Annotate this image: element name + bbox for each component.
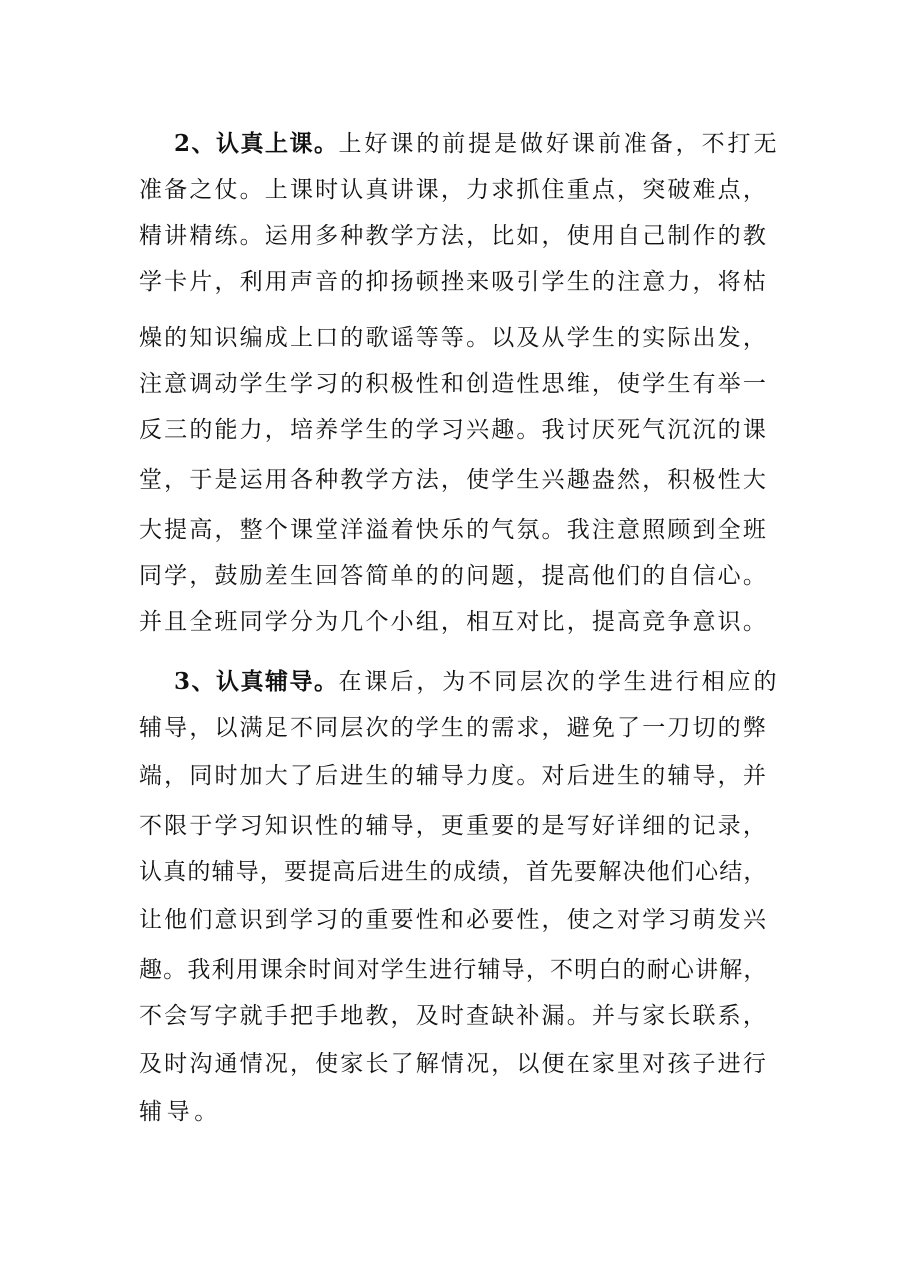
paragraph-line: 趣。我利用课余时间对学生进行辅导，不明白的耐心讲解， (139, 957, 768, 983)
paragraph-line (174, 662, 779, 702)
paragraph-line: 不会写字就手把手地教，及时查缺补漏。并与家长联系， (139, 1003, 768, 1029)
paragraph-line: 精讲精练。运用多种教学方法，比如，使用自己制作的教 (139, 223, 768, 249)
paragraph-line: 堂，于是运用各种教学方法，使学生兴趣盎然，积极性大 (139, 467, 768, 493)
paragraph-line: 辅导，以满足不同层次的学生的需求，避免了一刀切的弊 (139, 715, 768, 741)
line-text: 上好课的前提是做好课前准备，不打无 (338, 131, 780, 157)
paragraph-heading: 3、认真辅导。 (174, 668, 339, 695)
paragraph-line: 准备之仗。上课时认真讲课，力求抓住重点，突破难点， (139, 177, 768, 203)
paragraph-line: 辅导。 (139, 1099, 222, 1125)
paragraph-heading: 2、认真上课。 (174, 130, 339, 157)
paragraph-line: 并且全班同学分为几个小组，相互对比，提高竞争意识。 (139, 609, 768, 635)
paragraph-line: 认真的辅导，要提高后进生的成绩，首先要解决他们心结， (139, 859, 768, 885)
paragraph-line: 大提高，整个课堂洋溢着快乐的气氛。我注意照顾到全班 (139, 517, 768, 543)
paragraph-line: 注意调动学生学习的积极性和创造性思维，使学生有举一 (139, 371, 768, 397)
line-text: 在课后，为不同层次的学生进行相应的 (338, 669, 780, 695)
paragraph-line: 反三的能力，培养学生的学习兴趣。我讨厌死气沉沉的课 (139, 417, 768, 443)
paragraph-line (174, 124, 779, 164)
paragraph-line: 及时沟通情况，使家长了解情况，以便在家里对孩子进行 (139, 1051, 768, 1077)
paragraph-line: 端，同时加大了后进生的辅导力度。对后进生的辅导，并 (139, 763, 768, 789)
paragraph-line: 学卡片，利用声音的抑扬顿挫来吸引学生的注意力，将枯 (139, 269, 768, 295)
paragraph-line: 同学，鼓励差生回答简单的的问题，提高他们的自信心。 (139, 563, 768, 589)
paragraph-line: 不限于学习知识性的辅导，更重要的是写好详细的记录， (139, 813, 768, 839)
paragraph-line: 燥的知识编成上口的歌谣等等。以及从学生的实际出发， (139, 325, 768, 351)
paragraph-line: 让他们意识到学习的重要性和必要性，使之对学习萌发兴 (139, 907, 768, 933)
